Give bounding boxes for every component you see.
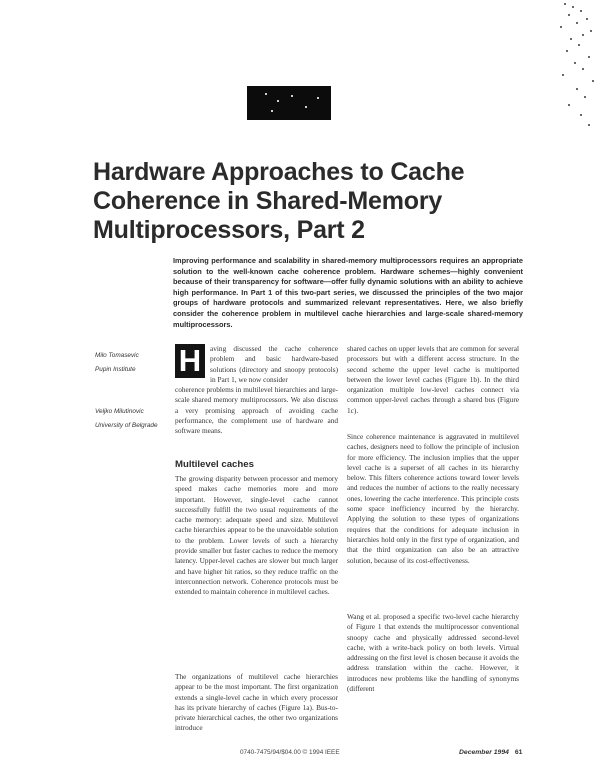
- body-paragraph: Wang et al. proposed a specific two-level cache hierarchy of Figure 1 that extends the multiprocessor conventional snoopy cache and physically addressed second-level cache, with a write-back policy on both levels. Virtual addressing on the first level is chosen because it avoids the address translation within the cache. However, it introduces new problems like the handling of synonyms (different: [347, 612, 519, 694]
- drop-cap: H: [175, 344, 205, 378]
- body-paragraph: The organizations of multilevel cache hierarchies appear to be the most important. The first organization extends a single-level cache in which every processor has its private hierarchy of caches (Figure 1a). Bus-to-private hierarchical caches, the other two organizations introduce: [175, 672, 338, 733]
- body-paragraph: The growing disparity between processor and memory speed makes cache memories more and more important. However, single-level cache cannot successfully fulfill the two usual requirements of the cache memory: adequate speed and size. Multilevel cache hierarchies appear to be the unavoidable solution to the problem. Lower levels of such a hierarchy provide smaller but faster caches to reduce the memory latency. Upper-level caches are slower but much larger and have higher hit ratios, so they reduce traffic on the interconnection network. Coherence protocols must be extended to maintain coherence in multilevel caches.: [175, 474, 338, 597]
- intro-paragraph-continued: coherence problems in multilevel hierarchies and large-scale shared memory multiprocessors. We also discuss a very promising approach of avoiding cache performance, the complement use of hardware and software means.: [175, 385, 338, 436]
- author-affiliation: Pupin Institute: [95, 366, 136, 373]
- section-heading: Multilevel caches: [175, 459, 254, 470]
- author-affiliation: University of Belgrade: [95, 422, 158, 429]
- author-name: Veljko Milutinovic: [95, 408, 144, 415]
- author-name: Milo Tomasevic: [95, 352, 139, 359]
- issue-date: December 1994: [459, 749, 509, 756]
- abstract: Improving performance and scalability in shared-memory multiprocessors requires an appropriate solution to the well-known cache coherence problem. Hardware schemes—highly convenient because of their transparency for software—offer fully dynamic solutions with an ability to achieve high performance. In Part 1 of this two-part series, we discussed the principles of the two major groups of hardware protocols and summarized relevant representatives. Here, we also briefly consider the coherence problem in multilevel cache hierarchies and large-scale shared-memory multiprocessors.: [173, 256, 523, 329]
- body-paragraph: Since coherence maintenance is aggravated in multilevel caches, designers need to follow the principle of inclusion for more efficiency. The inclusion implies that the upper level cache is a superset of all caches in its hierarchy below. This filters coherence actions toward lower levels and reduces the number of actions to the really necessary ones, lowering the cache interference. This principle costs some space inefficiency incurred by the hierarchy. Applying the solution to these types of organizations requires that the conditions for adequate inclusion in hierarchies hold only in the first type of organization, and that the third organization can also be an attractive solution, because of its cost-effectiveness.: [347, 432, 519, 565]
- footer-date-page: [459, 749, 522, 756]
- copyright-code: 0740-7475/94/$04.00 © 1994 IEEE: [240, 749, 340, 756]
- page-number: 61: [514, 749, 523, 756]
- scan-speckle-pattern: [520, 0, 600, 140]
- body-paragraph: shared caches on upper levels that are common for several processors but with a different access structure. In the second scheme the upper level cache is multiported between the lower level caches (Figure 1b). In the third organization multiple low-level caches connect via common upper-level caches through a shared bus (Figure 1c).: [347, 344, 519, 415]
- header-image-block: [247, 86, 331, 120]
- article-title: Hardware Approaches to Cache Coherence in Shared-Memory Multiprocessors, Part 2: [93, 158, 465, 244]
- intro-paragraph-start: aving discussed the cache coherence problem and basic hardware-based solutions (directory and snoopy protocols) in Part 1, we now consider: [210, 344, 338, 384]
